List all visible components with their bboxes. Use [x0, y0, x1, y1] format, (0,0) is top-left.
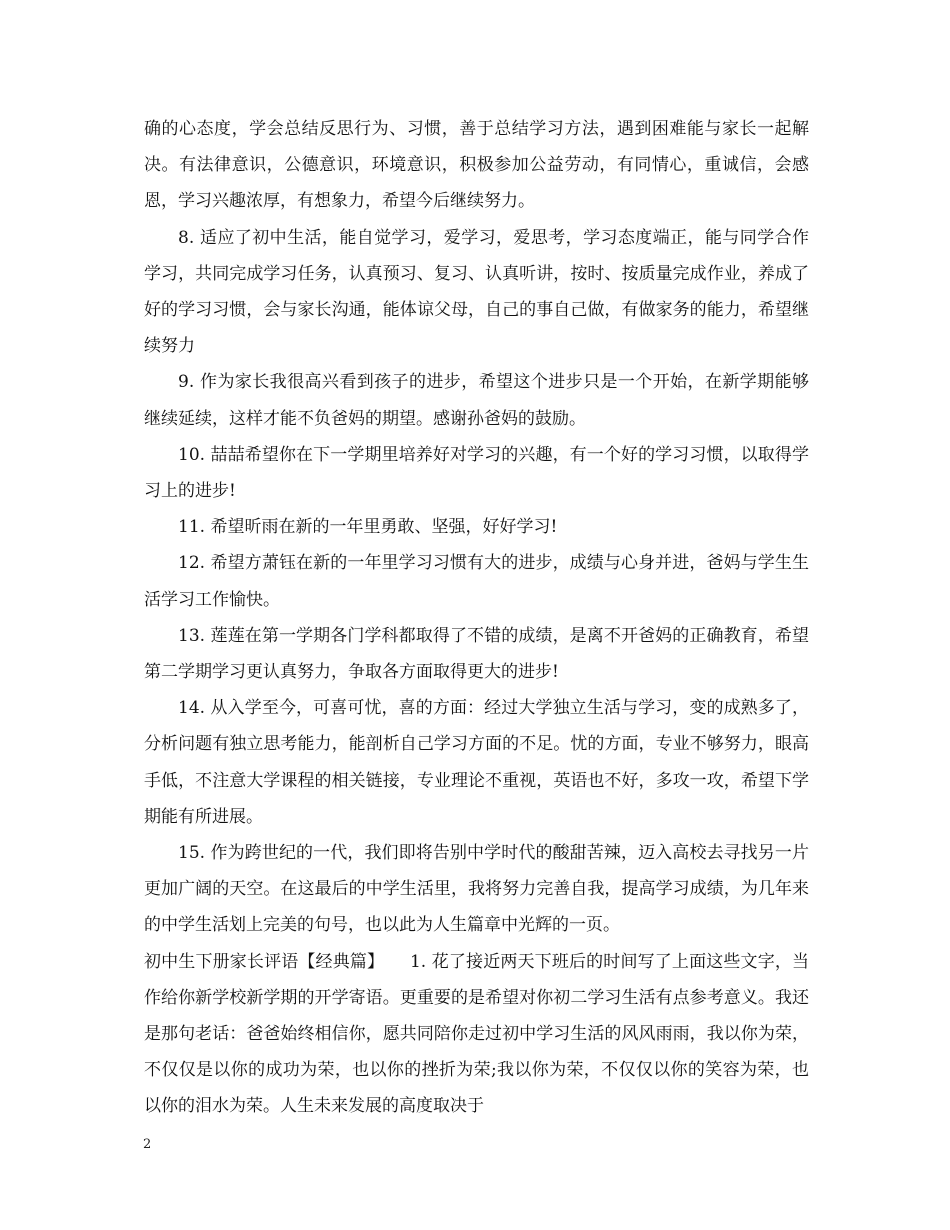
paragraph: 初中生下册家长评语【经典篇】 1. 花了接近两天下班后的时间写了上面这些文字，当作给你新学校新学期的开学寄语。更重要的是希望对你初二学习生活有点参考意义。我还是那句老话：爸爸始终相信你，愿共同陪你走过初中学习生活的风风雨雨，我以你为荣，不仅仅是以你的成功为荣，也以你的挫折为荣;我以你为荣，不仅仅以你的笑容为荣，也以你的泪水为荣。人生未来发展的高度取决于 — [144, 951, 809, 1117]
paragraph: 11. 希望昕雨在新的一年里勇敢、坚强，好好学习! — [178, 517, 558, 538]
page-number: 2 — [143, 1137, 152, 1152]
paragraph: 10. 喆喆希望你在下一学期里培养好对学习的兴趣，有一个好的学习习惯，以取得学习上的进步! — [144, 444, 809, 502]
paragraph: 9. 作为家长我很高兴看到孩子的进步，希望这个进步只是一个开始，在新学期能够继续延续，这样才能不负爸妈的期望。感谢孙爸妈的鼓励。 — [144, 372, 809, 429]
paragraph: 13. 莲莲在第一学期各门学科都取得了不错的成绩，是离不开爸妈的正确教育，希望第二学期学习更认真努力，争取各方面取得更大的进步! — [144, 625, 809, 683]
paragraph: 确的心态度，学会总结反思行为、习惯，善于总结学习方法，遇到困难能与家长一起解决。有法律意识，公德意识，环境意识，积极参加公益劳动，有同情心，重诚信，会感恩，学习兴趣浓厚，有想象力，希望今后继续努力。 — [144, 119, 809, 212]
paragraph: 12. 希望方萧钰在新的一年里学习习惯有大的进步，成绩与心身并进，爸妈与学生生活学习工作愉快。 — [144, 553, 809, 610]
paragraph: 15. 作为跨世纪的一代，我们即将告别中学时代的酸甜苦辣，迈入高校去寻找另一片更加广阔的天空。在这最后的中学生活里，我将努力完善自我，提高学习成绩，为几年来的中学生活划上完美的句号，也以此为人生篇章中光辉的一页。 — [144, 843, 809, 936]
paragraph: 14. 从入学至今，可喜可忧，喜的方面：经过大学独立生活与学习，变的成熟多了，分析问题有独立思考能力，能剖析自己学习方面的不足。忧的方面，专业不够努力，眼高手低，不注意大学课程的相关链接，专业理论不重视，英语也不好，多攻一攻，希望下学期能有所进展。 — [144, 698, 809, 827]
document-body — [144, 111, 809, 1125]
paragraph: 8. 适应了初中生活，能自觉学习，爱学习，爱思考，学习态度端正，能与同学合作学习，共同完成学习任务，认真预习、复习、认真听讲，按时、按质量完成作业，养成了好的学习习惯，会与家长沟通，能体谅父母，自己的事自己做，有做家务的能力，希望继续努力 — [144, 227, 809, 357]
